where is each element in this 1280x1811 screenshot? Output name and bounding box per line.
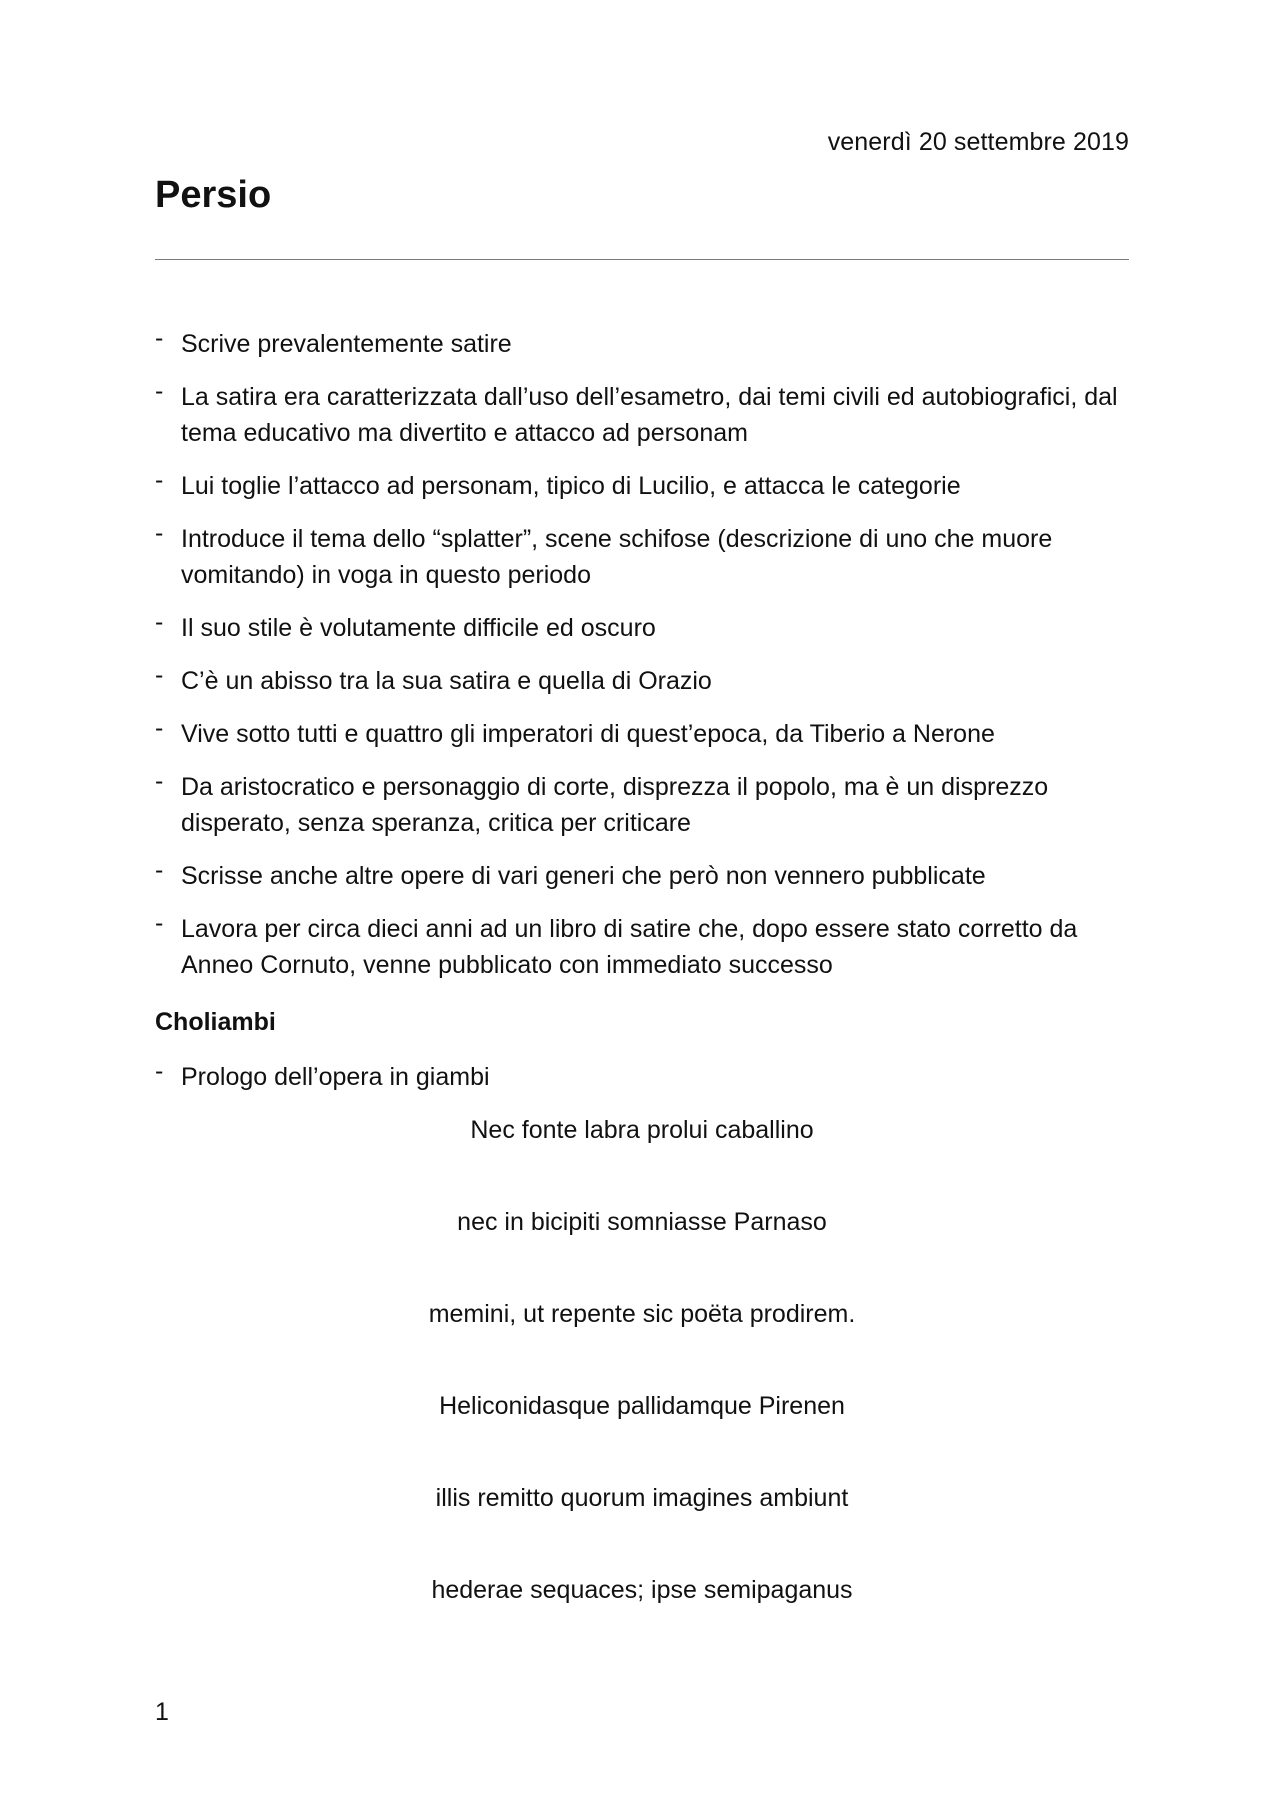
section-heading: Choliambi bbox=[155, 1008, 276, 1036]
document-date: venerdì 20 settembre 2019 bbox=[827, 128, 1129, 156]
bullet-dash: - bbox=[155, 466, 164, 494]
list-item bbox=[155, 769, 1135, 841]
bullet-dash: - bbox=[155, 377, 164, 405]
list-item bbox=[155, 468, 1135, 504]
list-item bbox=[155, 911, 1135, 983]
poem-line: memini, ut repente sic poëta prodirem. bbox=[428, 1300, 856, 1328]
list-item-text: Vive sotto tutti e quattro gli imperatori di quest’epoca, da Tiberio a Nerone bbox=[181, 720, 995, 748]
bullet-dash: - bbox=[155, 856, 164, 884]
list-item bbox=[155, 858, 1135, 894]
bullet-dash: - bbox=[155, 608, 164, 636]
bullet-dash: - bbox=[155, 714, 164, 742]
list-item bbox=[155, 521, 1135, 593]
list-item-text: Scrisse anche altre opere di vari generi che però non vennero pubblicate bbox=[181, 862, 986, 890]
list-item-text: Introduce il tema dello “splatter”, scene schifose (descrizione di uno che muore vomitando) in voga in questo periodo bbox=[181, 525, 1053, 589]
list-item bbox=[155, 326, 1135, 362]
poem-line: hederae sequaces; ipse semipaganus bbox=[431, 1576, 853, 1604]
poem-line: nec in bicipiti somniasse Parnaso bbox=[457, 1208, 827, 1236]
section-bullet-list bbox=[155, 1059, 1135, 1112]
bullet-dash: - bbox=[155, 324, 164, 352]
poem-line: Nec fonte labra prolui caballino bbox=[470, 1116, 814, 1144]
poem-line: illis remitto quorum imagines ambiunt bbox=[435, 1484, 849, 1512]
list-item-text: Da aristocratico e personaggio di corte, disprezza il popolo, ma è un disprezzo disperato, senza speranza, critica per criticare bbox=[181, 773, 1049, 837]
page-number: 1 bbox=[155, 1698, 169, 1726]
list-item-text: Scrive prevalentemente satire bbox=[181, 330, 512, 358]
list-item-text: C’è un abisso tra la sua satira e quella di Orazio bbox=[181, 667, 712, 695]
bullet-dash: - bbox=[155, 1057, 164, 1085]
title-divider bbox=[155, 259, 1129, 260]
list-item bbox=[155, 663, 1135, 699]
poem-verses bbox=[155, 1112, 1129, 1664]
list-item bbox=[155, 716, 1135, 752]
bullet-dash: - bbox=[155, 767, 164, 795]
bullet-dash: - bbox=[155, 519, 164, 547]
list-item-text: Prologo dell’opera in giambi bbox=[181, 1063, 490, 1091]
list-item bbox=[155, 1059, 1135, 1095]
list-item-text: Lui toglie l’attacco ad personam, tipico di Lucilio, e attacca le categorie bbox=[181, 472, 961, 500]
list-item bbox=[155, 610, 1135, 646]
poem-line: Heliconidasque pallidamque Pirenen bbox=[439, 1392, 845, 1420]
list-item-text: Lavora per circa dieci anni ad un libro di satire che, dopo essere stato corretto da Anneo Cornuto, venne pubblicato con immediato successo bbox=[181, 915, 1078, 979]
page-title: Persio bbox=[155, 174, 272, 216]
list-item bbox=[155, 379, 1135, 451]
list-item-text: La satira era caratterizzata dall’uso dell’esametro, dai temi civili ed autobiografici, dal tema educativo ma divertito e attacco ad personam bbox=[181, 383, 1118, 447]
bullet-dash: - bbox=[155, 661, 164, 689]
bullet-dash: - bbox=[155, 909, 164, 937]
list-item-text: Il suo stile è volutamente difficile ed oscuro bbox=[181, 614, 656, 642]
notes-bullet-list bbox=[155, 326, 1135, 1000]
